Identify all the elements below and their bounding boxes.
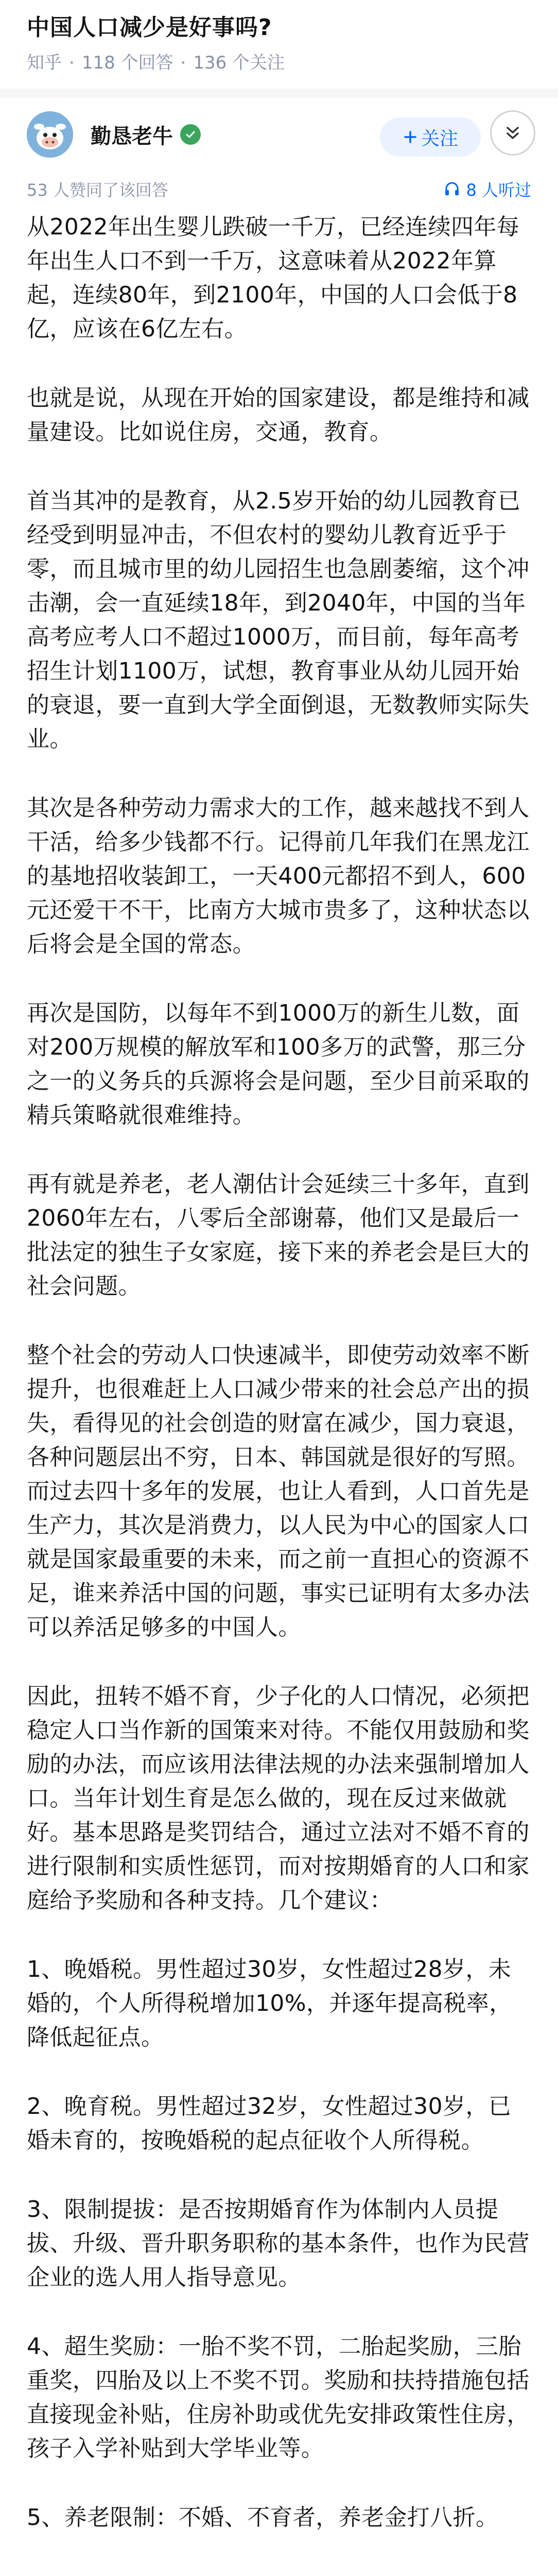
answer-paragraph: 从2022年出生婴儿跌破一千万，已经连续四年每年出生人口不到一千万，这意味着从2022年算起，连续80年，到2100年，中国的人口会低于8亿，应该在6亿左右。 <box>27 214 520 342</box>
answer-paragraph: 再有就是养老，老人潮估计会延续三十多年，直到2060年左右，八零后全部谢幕，他们又是最后一批法定的独生子女家庭，接下来的养老会是巨大的社会问题。 <box>27 1171 530 1299</box>
listen-button[interactable] <box>443 177 531 201</box>
answer-body <box>0 210 558 2535</box>
author-name[interactable]: 勤恳老牛 <box>91 124 173 148</box>
source-label: 知乎 <box>27 53 62 73</box>
answer-paragraph: 1、晚婚税。男性超过30岁，女性超过28岁，未婚的，个人所得税增加10%，并逐年提高税率，降低起征点。 <box>27 1956 512 2050</box>
chevron-double-down-icon <box>502 123 523 143</box>
answer-paragraph: 因此，扭转不婚不育，少子化的人口情况，必须把稳定人口当作新的国策来对待。不能仅用鼓励和奖励的办法，而应该用法律法规的办法来强制增加人口。当年计划生育是怎么做的，现在反过来做就好。基本思路是奖罚结合，通过立法对不婚不育的进行限制和实质性惩罚，而对按期婚育的人口和家庭给予奖励和各种支持。几个建议： <box>27 1683 530 1913</box>
headphones-icon <box>443 180 461 198</box>
answer-paragraph: 也就是说，从现在开始的国家建设，都是维持和减量建设。比如说住房，交通，教育。 <box>27 385 530 445</box>
question-meta <box>27 50 531 75</box>
meta-separator: · <box>180 53 186 73</box>
answer-paragraph: 其次是各种劳动力需求大的工作，越来越找不到人干活，给多少钱都不行。记得前几年我们在黑龙江的基地招收装卸工，一天400元都招不到人，600元还爱干不干，比南方大城市贵多了，这种状态以后将会是全国的常态。 <box>27 795 530 957</box>
answer-paragraph: 5、养老限制：不婚、不育者，养老金打八折。 <box>27 2504 499 2531</box>
stats-row <box>0 171 558 207</box>
answer-paragraph: 2、晚育税。男性超过32岁，女性超过30岁，已婚未育的，按晚婚税的起点征收个人所得税。 <box>27 2093 512 2154</box>
avatar[interactable] <box>27 111 73 158</box>
answer-paragraph: 再次是国防，以每年不到1000万的新生儿数，面对200万规模的解放军和100多万的武警，那三分之一的义务兵的兵源将会是问题，至少目前采取的精兵策略就很难维持。 <box>27 1000 530 1128</box>
answer-paragraph: 3、限制提拔：是否按期婚育作为体制内人员提拔、升级、晋升职务职称的基本条件，也作为民营企业的选人用人指导意见。 <box>27 2196 530 2291</box>
follow-button[interactable] <box>380 117 481 157</box>
plus-icon <box>403 129 418 145</box>
agree-count: 53 人赞同了该回答 <box>27 180 168 200</box>
answer-paragraph: 首当其冲的是教育，从2.5岁开始的幼儿园教育已经受到明显冲击，不但农村的婴幼儿教育近乎于零，而且城市里的幼儿园招生也急剧萎缩，这个冲击潮，会一直延续18年，到2040年，中国的当年高考应考人口不超过1000万，而目前，每年高考招生计划1100万，试想，教育事业从幼儿园开始的衰退，要一直到大学全面倒退，无数教师实际失业。 <box>27 488 530 752</box>
author-row <box>0 98 558 171</box>
listen-count: 8 人听过 <box>466 180 531 200</box>
check-badge-icon <box>180 124 201 145</box>
follow-button-label: 关注 <box>421 128 458 149</box>
meta-separator: · <box>69 53 75 73</box>
follower-count: 136 个关注 <box>193 53 285 73</box>
section-divider <box>0 89 558 98</box>
answer-paragraph: 整个社会的劳动人口快速减半，即使劳动效率不断提升，也很难赶上人口减少带来的社会总产出的损失，看得见的社会创造的财富在减少，国力衰退，各种问题层出不穷，日本、韩国就是很好的写照。而过去四十多年的发展，也让人看到，人口首先是生产力，其次是消费力，以人民为中心的国家人口就是国家最重要的未来，而之前一直担心的资源不足，谁来养活中国的问题，事实已证明有太多办法可以养活足够多的中国人。 <box>27 1342 530 1640</box>
question-header <box>0 0 558 89</box>
cow-avatar-icon <box>27 111 73 158</box>
expand-button[interactable] <box>490 110 535 156</box>
answer-paragraph: 4、超生奖励：一胎不奖不罚，二胎起奖励，三胎重奖，四胎及以上不奖不罚。奖励和扶持措施包括直接现金补贴，住房补助或优先安排政策性住房，孩子入学补贴到大学毕业等。 <box>27 2333 530 2462</box>
question-title[interactable]: 中国人口减少是好事吗? <box>27 14 272 41</box>
answer-count[interactable]: 118 个回答 <box>81 53 173 73</box>
